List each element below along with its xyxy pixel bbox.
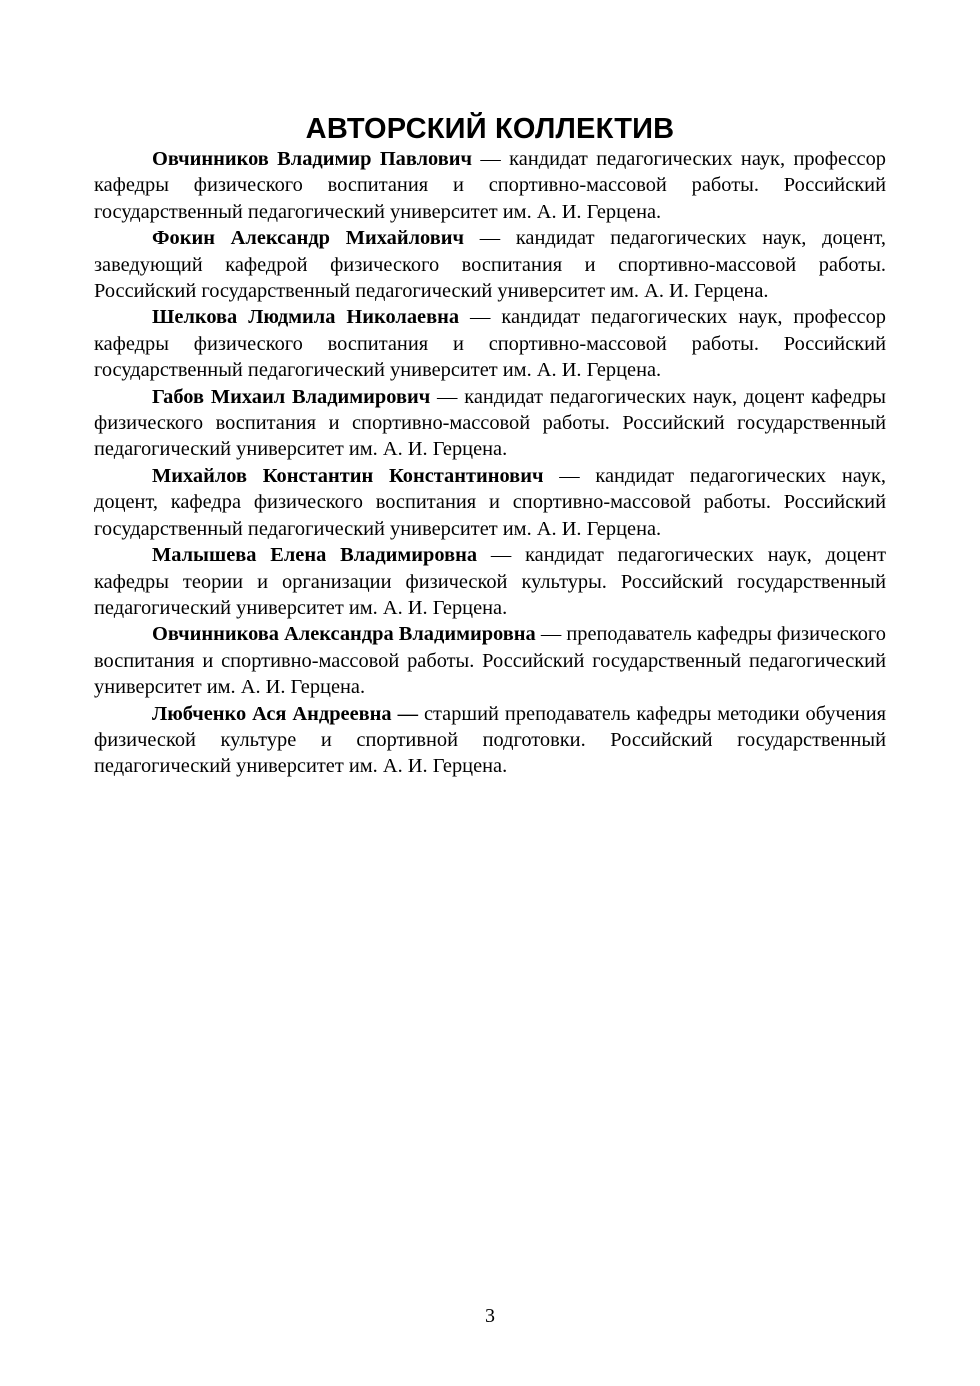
author-name: Овчинников Владимир Павлович [152,148,473,170]
author-description: старший преподаватель кафедры методики обучения физической культуре и спортивной подготовки. Российский государственный педагогический университет им. А. И. Герцена. [94,702,886,778]
author-name: Шелкова Людмила Николаевна [152,306,460,329]
author-entry [94,542,886,621]
author-name: Любченко Ася Андреевна — [152,702,418,725]
author-entry [94,384,886,463]
author-description: — кандидат педагогических наук, доцент кафедры физического воспитания и спортивно-массовой работы. Российский государственный педагогический университет им. А. И. Герцена. [94,385,886,461]
author-name: Михайлов Константин Константинович [152,464,544,487]
author-entry [94,225,886,304]
author-entry [94,304,886,383]
author-name: Овчинникова Александра Владимировна [152,623,536,646]
author-entry [94,621,886,700]
author-entry [94,463,886,542]
author-name: Фокин Александр Михайлович [152,227,464,250]
author-description: — кандидат педагогических наук, профессор кафедры физического воспитания и спортивно-массовой работы. Российский государственный педагогический университет им. А. И. Герцена. [94,306,886,382]
author-description: — кандидат педагогических наук, доцент кафедры теории и организации физической культуры. Российский государственный педагогический университет им. А. И. Герцена. [94,544,886,619]
author-entry [94,701,886,780]
author-entry [94,146,886,225]
author-description: — преподаватель кафедры физического воспитания и спортивно-массовой работы. Российский государственный педагогический университет им. А. И. Герцена. [94,623,886,699]
author-description: — кандидат педагогических наук, доцент, кафедра физического воспитания и спортивно-массовой работы. Российский государственный педагогический университет им. А. И. Герцена. [94,464,886,540]
page-number: 3 [485,1305,495,1327]
page-title: АВТОРСКИЙ КОЛЛЕКТИВ [305,113,675,146]
author-name: Габов Михаил Владимирович [152,385,431,408]
author-description: — кандидат педагогических наук, профессор кафедры физического воспитания и спортивно-массовой работы. Российский государственный педагогический университет им. А. И. Герцена. [94,148,887,223]
author-description: — кандидат педагогических наук, доцент, заведующий кафедрой физического воспитания и спортивно-массовой работы. Российский государственный педагогический университет им. А. И. Герцена. [94,227,886,303]
author-list [94,146,886,780]
author-name: Малышева Елена Владимировна [152,544,478,567]
